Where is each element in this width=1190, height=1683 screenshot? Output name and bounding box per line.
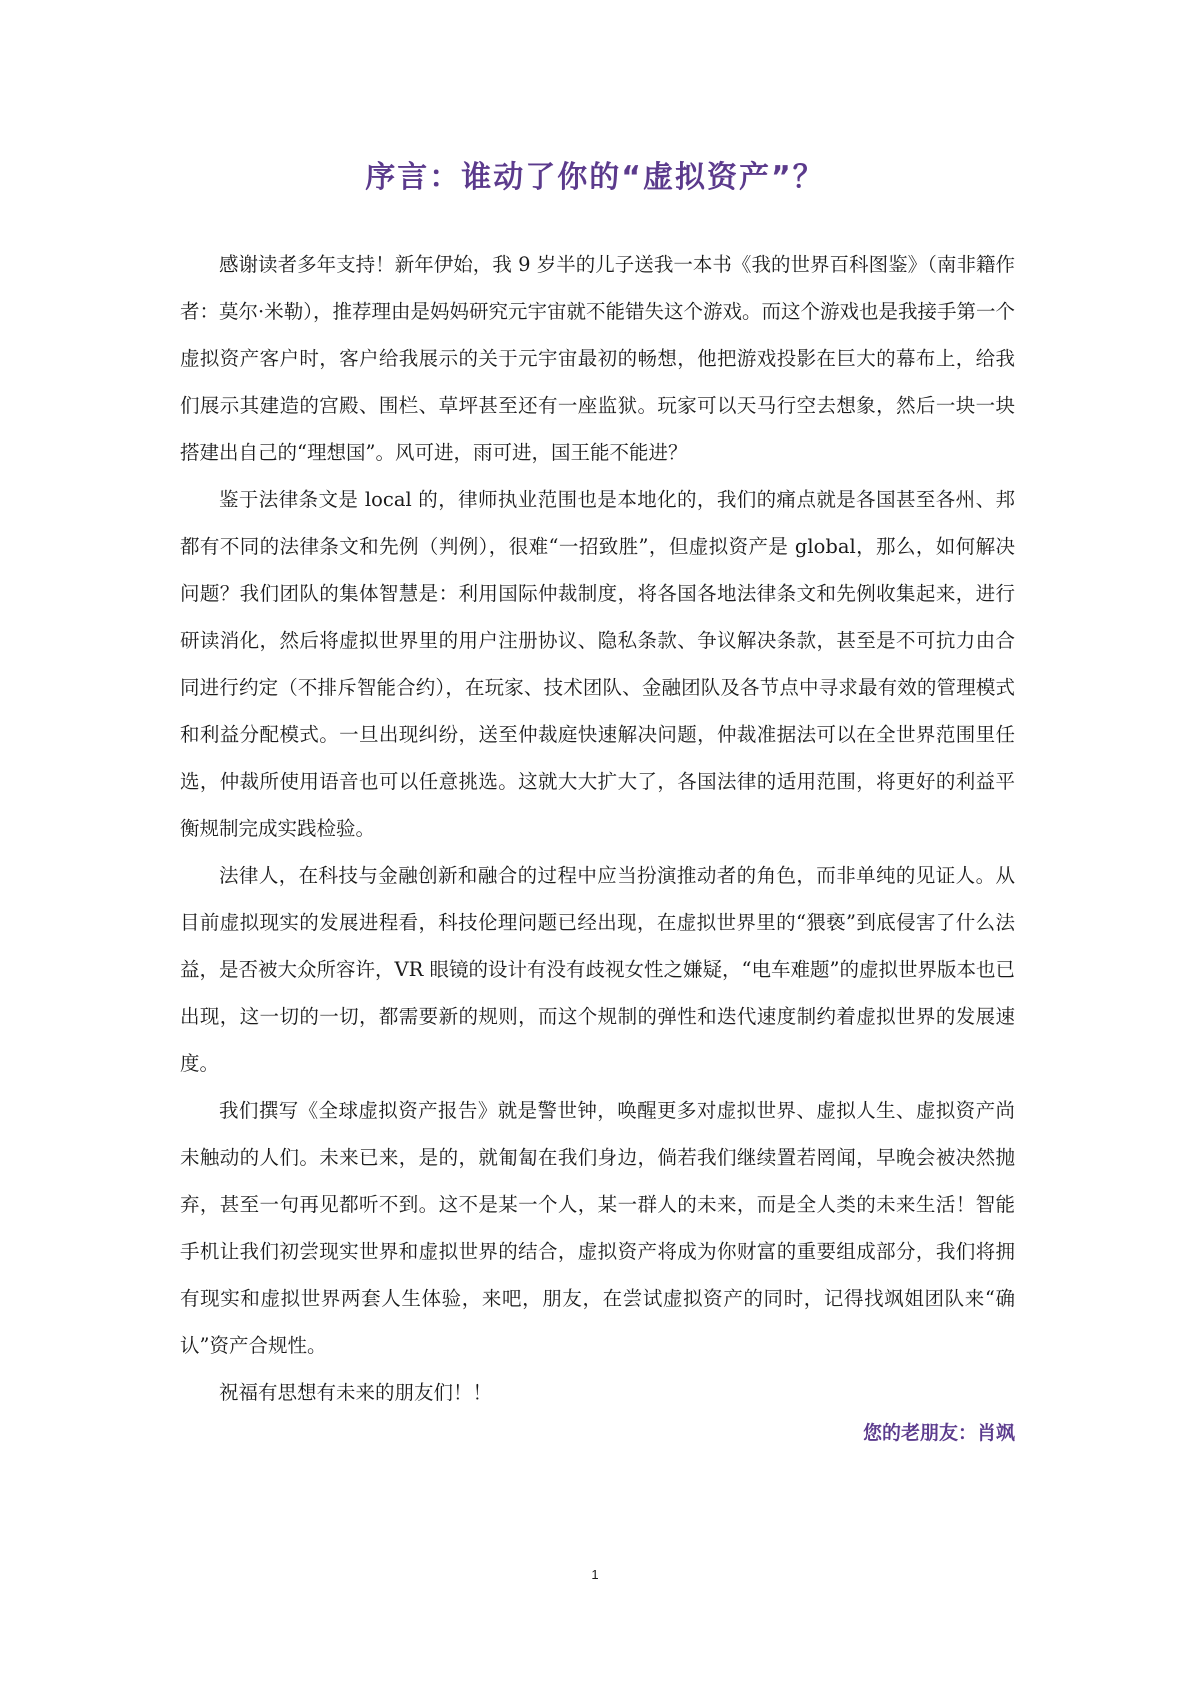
body-text xyxy=(180,241,1015,1416)
paragraph-4: 我们撰写《全球虚拟资产报告》就是警世钟，唤醒更多对虚拟世界、虚拟人生、虚拟资产尚未触动的人们。未来已来，是的，就匍匐在我们身边，倘若我们继续置若罔闻，早晚会被决然抛弃，甚至一句再见都听不到。这不是某一个人，某一群人的未来，而是全人类的未来生活！智能手机让我们初尝现实世界和虚拟世界的结合，虚拟资产将成为你财富的重要组成部分，我们将拥有现实和虚拟世界两套人生体验，来吧，朋友，在尝试虚拟资产的同时，记得找飒姐团队来“确认”资产合规性。 xyxy=(180,1099,1015,1357)
signature: 您的老朋友：肖飒 xyxy=(862,1422,1015,1444)
page-number: 1 xyxy=(591,1567,599,1582)
page-title: 序言：谁动了你的“虚拟资产”？ xyxy=(365,160,825,195)
paragraph-5: 祝福有思想有未来的朋友们！！ xyxy=(219,1381,493,1404)
paragraph-2: 鉴于法律条文是 local 的，律师执业范围也是本地化的，我们的痛点就是各国甚至各州、邦都有不同的法律条文和先例（判例），很难“一招致胜”，但虚拟资产是 global，那么，如何解决问题？我们团队的集体智慧是：利用国际仲裁制度，将各国各地法律条文和先例收集起来，进行研读消化，然后将虚拟世界里的用户注册协议、隐私条款、争议解决条款，甚至是不可抗力由合同进行约定（不排斥智能合约），在玩家、技术团队、金融团队及各节点中寻求最有效的管理模式和利益分配模式。一旦出现纠纷，送至仲裁庭快速解决问题，仲裁准据法可以在全世界范围里任选，仲裁所使用语音也可以任意挑选。这就大大扩大了，各国法律的适用范围，将更好的利益平衡规制完成实践检验。 xyxy=(180,488,1015,840)
paragraph-1: 感谢读者多年支持！新年伊始，我 9 岁半的儿子送我一本书《我的世界百科图鉴》（南非籍作者：莫尔·米勒），推荐理由是妈妈研究元宇宙就不能错失这个游戏。而这个游戏也是我接手第一个虚拟资产客户时，客户给我展示的关于元宇宙最初的畅想，他把游戏投影在巨大的幕布上，给我们展示其建造的宫殿、围栏、草坪甚至还有一座监狱。玩家可以天马行空去想象，然后一块一块搭建出自己的“理想国”。风可进，雨可进，国王能不能进？ xyxy=(180,253,1015,464)
paragraph-3: 法律人，在科技与金融创新和融合的过程中应当扮演推动者的角色，而非单纯的见证人。从目前虚拟现实的发展进程看，科技伦理问题已经出现，在虚拟世界里的“猥亵”到底侵害了什么法益，是否被大众所容许，VR 眼镜的设计有没有歧视女性之嫌疑，“电车难题”的虚拟世界版本也已出现，这一切的一切，都需要新的规则，而这个规制的弹性和迭代速度制约着虚拟世界的发展速度。 xyxy=(180,864,1015,1075)
